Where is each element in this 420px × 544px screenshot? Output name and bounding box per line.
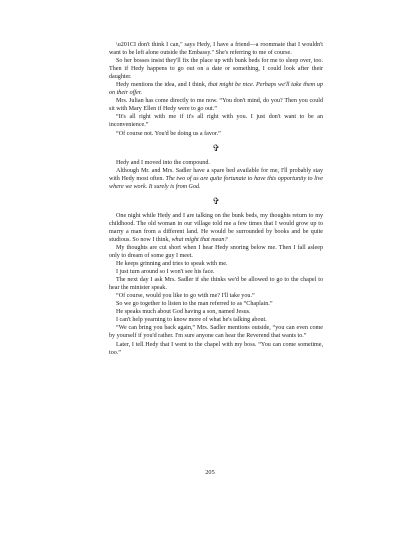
paragraph: So her bosses insist they'll fix the place up with bunk beds for me to sleep over, too. Then if Hedy happens to go out on a date or something, I could look after their daughter. [109, 58, 323, 81]
paragraph: Mrs. Julian has come directly to me now. “You don't mind, do you? Then you could sit with Mary Ellen if Hedy were to go out.” [109, 98, 323, 113]
paragraph: “Of course, would you like to go with me? I'll take you.” [116, 293, 255, 300]
paragraph: So we go together to listen to the man referred to as “Chaplain.” [116, 301, 273, 308]
paragraph: The next day I ask Mrs. Sadler if she thinks we'd be allowed to go to the chapel to hear the minister speak. [109, 277, 323, 292]
paragraph: “We can bring you back again,” Mrs. Sadler mentions outside, “you can even come by yourself if you'd rather. I'm sure anyone can hear the Reverend that wants to.” [109, 325, 323, 340]
paragraph: “It's all right with me if it's all right with you. I just don't want to be an inconvenience.” [109, 114, 323, 129]
paragraph: Later, I tell Hedy that I went to the chapel with my boss. “You can come sometime, too.” [109, 341, 323, 356]
italic-thought: what might that mean? [171, 236, 228, 243]
paragraph: \u201CI don't think I can," says Hedy, I have a friend—a roommate that I wouldn't want to be left alone outside the Embassy." She's referring to me of course. [109, 42, 323, 57]
paragraph: Hedy and I moved into the compound. [116, 159, 210, 166]
body-text [109, 41, 323, 357]
paragraph: “Of course not. You'd be doing us a favor.” [116, 130, 221, 137]
paragraph: My thoughts are cut short when I hear Hedy snoring below me. Then I fall asleep only to dream of some guy I meet. [109, 244, 323, 259]
page-number: 205 [205, 469, 215, 476]
italic-thought: The two of us are quite fortunate to have this opportunity to live where we work. It surely is from God. [109, 175, 324, 190]
section-break-ornament: ✞ [212, 142, 220, 153]
paragraph: Although Mr. and Mrs. Sadler have a spare bed available for me, I'll probably stay with Hedy most often. The two of us are quite fortunate to have this opportunity to live where we work. It surely is from God. [109, 167, 324, 190]
paragraph: He speaks much about God having a son, named Jesus. [116, 309, 251, 316]
italic-thought: that might be nice. Perhaps we'll take them up on their offer. [109, 82, 323, 97]
paragraph: One night while Hedy and I are talking on the bunk beds, my thoughts return to my childhood. The old woman in our village told me a few times that I would grow up to marry a man from a different land. He would be surrounded by books and be quite studious. So now I think, what might that mean? [109, 212, 323, 243]
section-break-ornament: ✞ [212, 195, 220, 206]
paragraph: I just turn around so I won't see his face. [116, 269, 215, 276]
paragraph: I can't help yearning to know more of what he's talking about. [116, 317, 267, 324]
paragraph: Hedy mentions the idea, and I think, that might be nice. Perhaps we'll take them up on their offer. [109, 82, 323, 97]
paragraph: He keeps grinning and tries to speak with me. [116, 261, 228, 268]
